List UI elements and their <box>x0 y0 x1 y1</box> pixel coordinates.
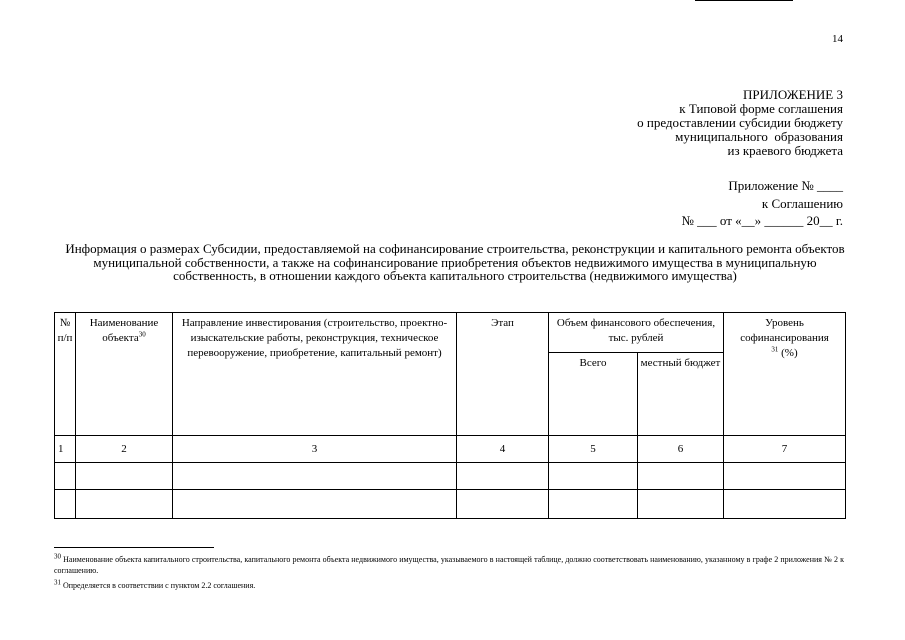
header-stage: Этап <box>457 313 549 436</box>
footnote-30 <box>54 554 844 576</box>
col-number-7: 7 <box>724 436 846 463</box>
footnote-31-text: Определяется в соответствии с пунктом 2.2 соглашения. <box>63 581 256 590</box>
footnote-ref-30: 30 <box>138 330 146 339</box>
table-cell <box>724 490 846 519</box>
table-cell <box>173 463 457 490</box>
header-row-number: № п/п <box>55 313 76 436</box>
header-investment-direction: Направление инвестирования (строительство, проектно-изыскательские работы, реконструкция, техническое перевооружение, приобретение, капитальный ремонт) <box>173 313 457 436</box>
table-cell <box>549 463 638 490</box>
footnote-31 <box>54 580 844 591</box>
footnote-30-mark: 30 <box>54 552 61 561</box>
agreement-ref-line-2: к Соглашению <box>761 195 843 211</box>
document-title: Информация о размерах Субсидии, предоставляемой на софинансирование строительства, реконструкции и капитального ремонта объектов муниципальной собственности, а также на софинансирование приобретения объектов недвижимого имущества в муниципальную собственность, в отношении каждого объекта капитального строительства (недвижимого имущества) <box>65 241 845 283</box>
table-row <box>55 463 846 490</box>
col-number-6: 6 <box>638 436 724 463</box>
table-cell <box>638 463 724 490</box>
footnote-30-text: Наименование объекта капитального строительства, капитального ремонта объекта недвижимого имущества, указываемого в настоящей таблице, должно соответствовать наименованию, указанному в графе 2 приложения № 2 к соглашению. <box>54 555 844 575</box>
header-object-name-text: Наименование объекта <box>89 317 159 344</box>
col-number-2: 2 <box>76 436 173 463</box>
header-cofinancing-level <box>724 313 846 436</box>
col-number-1: 1 <box>55 436 76 463</box>
agreement-ref-line-3: № ___ от «__» ______ 20__ г. <box>681 213 843 228</box>
annex-line-2: к Типовой форме соглашения <box>679 101 843 116</box>
col-number-5: 5 <box>549 436 638 463</box>
table-cell <box>724 463 846 490</box>
header-cofinancing-level-text: Уровень софинансирования <box>740 317 829 344</box>
table-cell <box>549 490 638 519</box>
agreement-ref-line-1: Приложение № ____ <box>728 178 843 193</box>
header-cofinancing-unit: (%) <box>781 347 798 359</box>
annex-line-3: о предоставлении субсидии бюджету <box>637 115 843 130</box>
header-object-name <box>76 313 173 436</box>
table-row <box>55 490 846 519</box>
page-number: 14 <box>832 33 843 45</box>
table-cell <box>76 490 173 519</box>
header-funding-local: местный бюджет <box>638 353 724 436</box>
annex-line-5: из краевого бюджета <box>727 143 843 158</box>
table-cell <box>55 463 76 490</box>
agreement-reference <box>681 177 843 230</box>
annex-heading <box>637 88 843 158</box>
col-number-4: 4 <box>457 436 549 463</box>
footnote-ref-31: 31 <box>771 345 779 354</box>
table-cell <box>638 490 724 519</box>
table-cell <box>457 490 549 519</box>
table-cell <box>76 463 173 490</box>
top-rule <box>695 0 793 1</box>
annex-line-4: муниципального образования <box>675 129 843 144</box>
annex-line-1: ПРИЛОЖЕНИЕ 3 <box>743 87 843 102</box>
table-cell <box>457 463 549 490</box>
table-cell <box>55 490 76 519</box>
footnote-31-mark: 31 <box>54 578 61 587</box>
table-cell <box>173 490 457 519</box>
footnote-separator <box>54 547 214 548</box>
header-funding-total: Всего <box>549 353 638 436</box>
header-funding: Объем финансового обеспечения, тыс. рублей <box>549 313 724 353</box>
subsidy-table <box>54 312 846 519</box>
col-number-3: 3 <box>173 436 457 463</box>
